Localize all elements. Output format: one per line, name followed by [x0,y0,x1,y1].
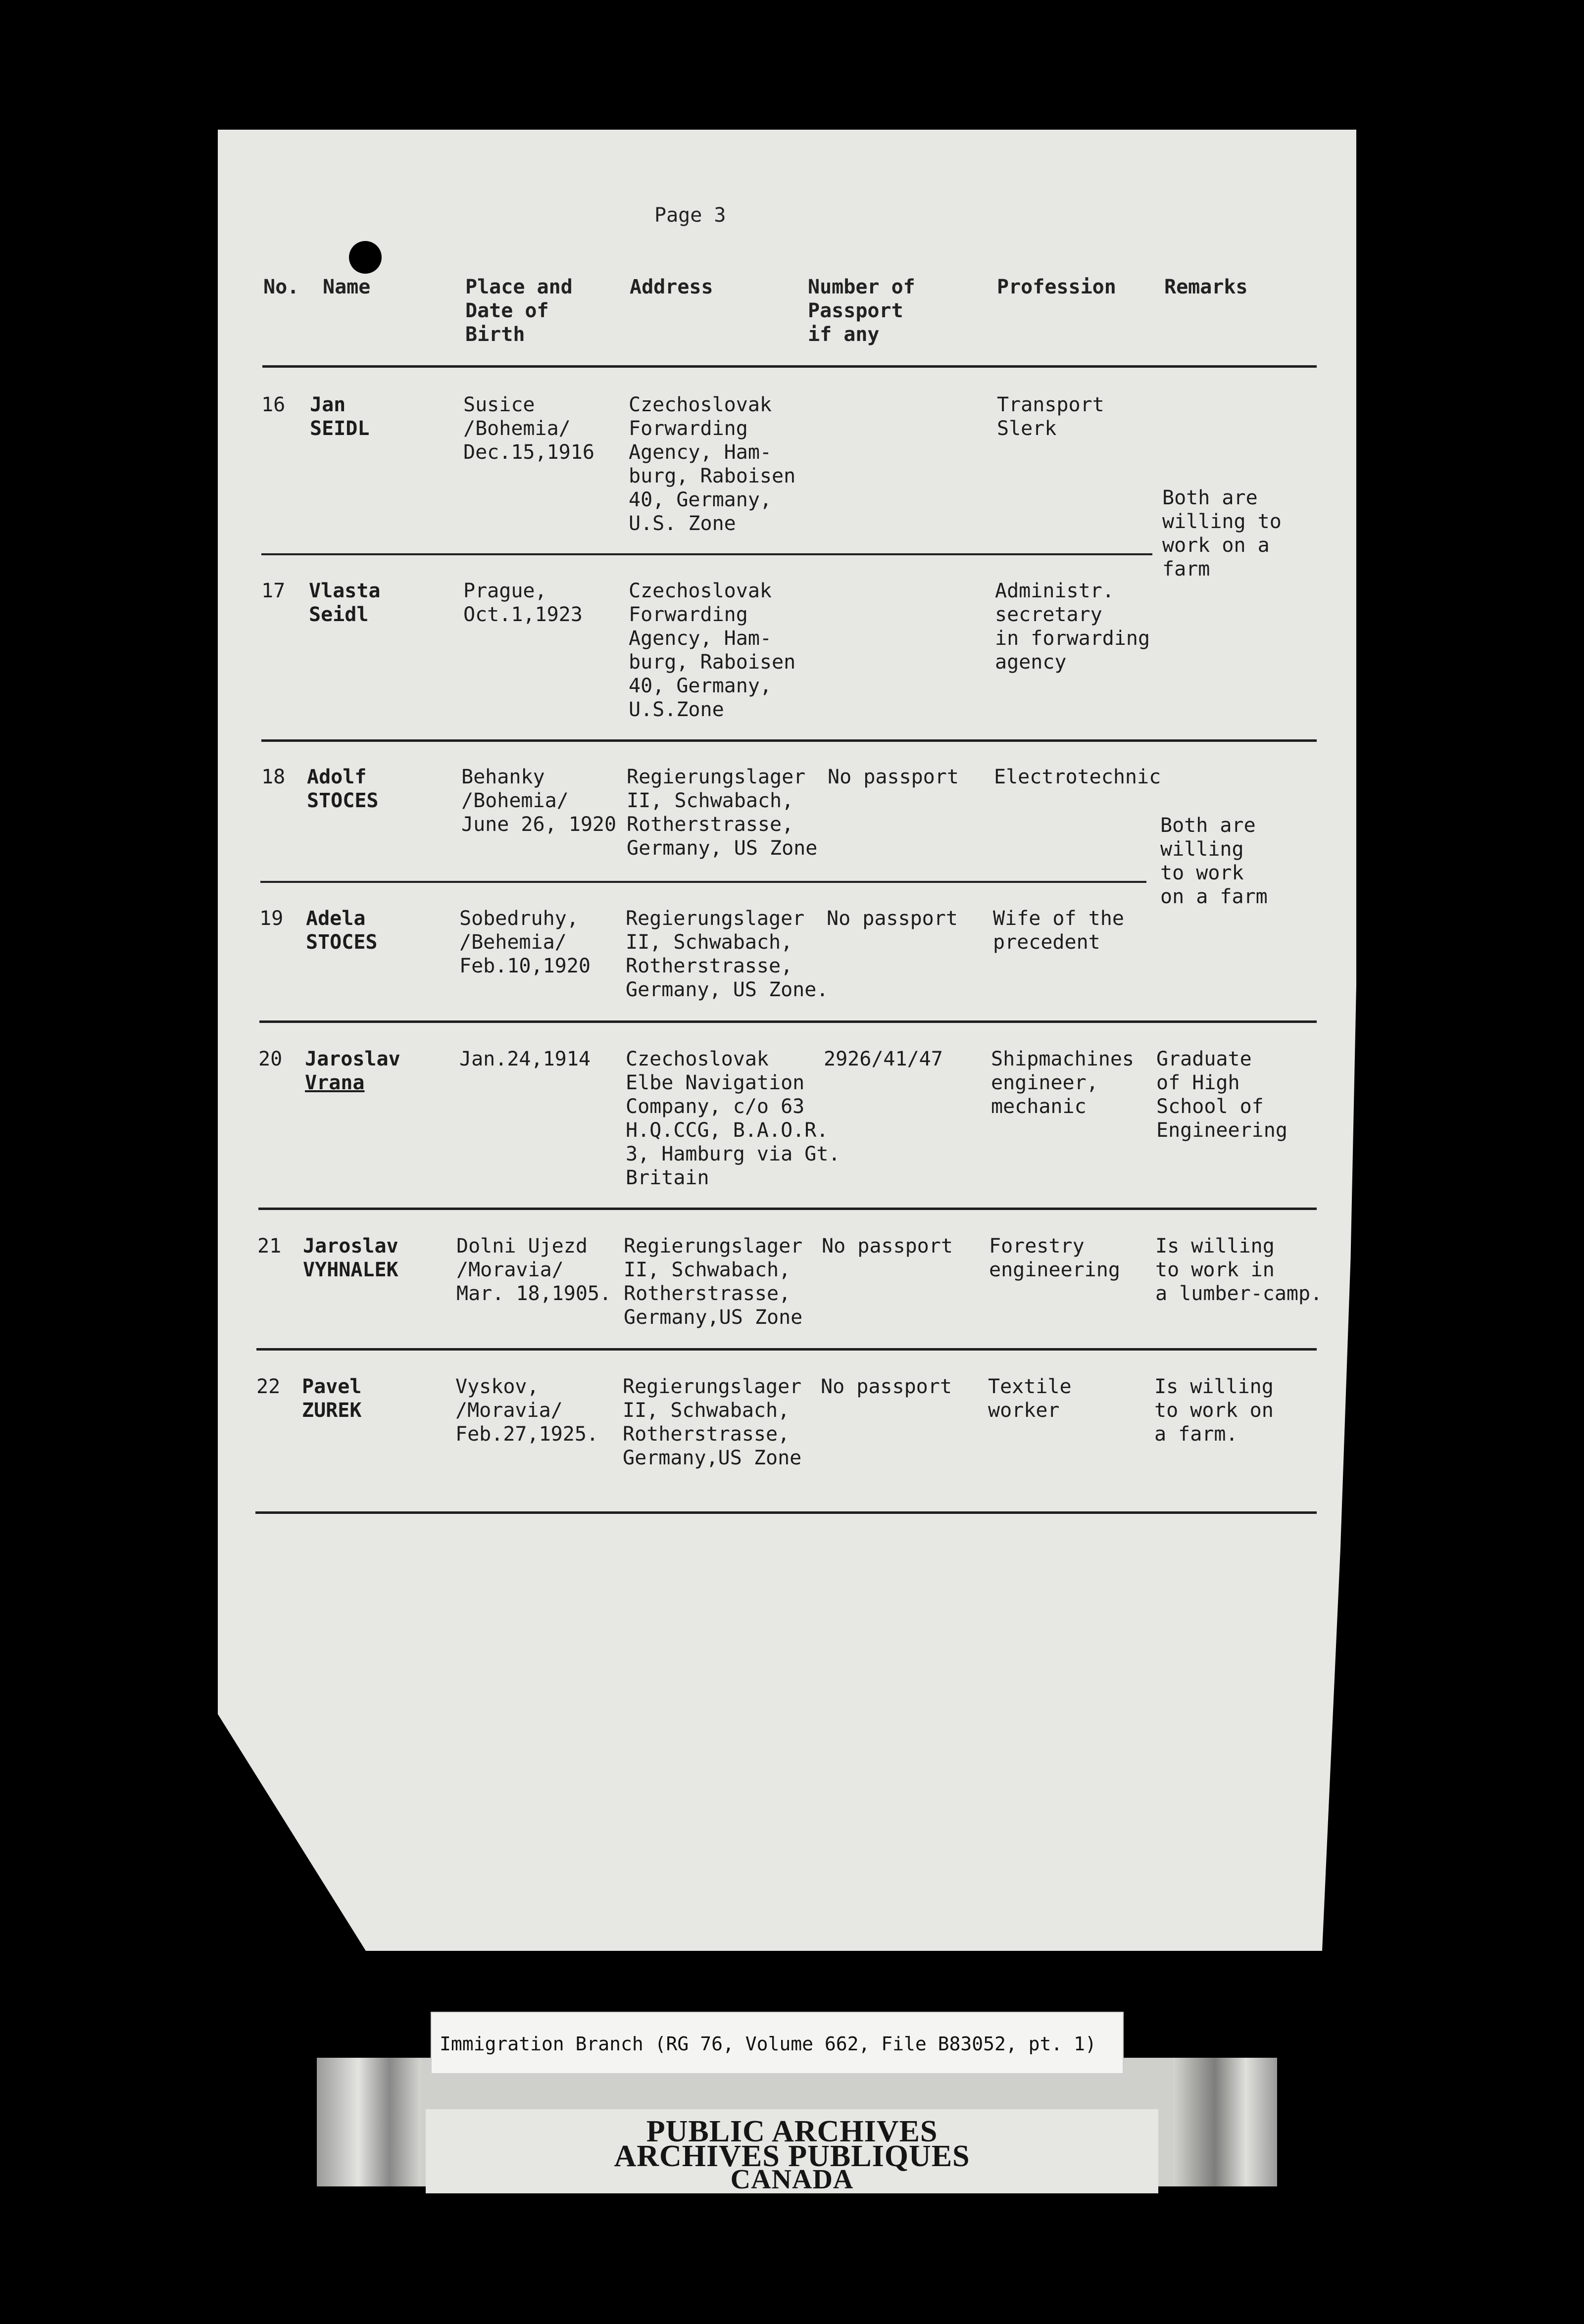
page-number: Page 3 [654,204,726,227]
row-20-profession: Shipmachines engineer, mechanic [991,1048,1134,1118]
row-18-place-date: Behanky /Bohemia/ June 26, 1920 [461,766,617,836]
row-19-name: Adela STOCES [306,907,378,954]
row-21-remarks: Is willing to work in a lumber-camp. [1155,1235,1323,1305]
row-22-no: 22 [256,1375,281,1398]
remarks-seidl: Both are willing to work on a farm [1162,486,1282,581]
row-16-address: Czechoslovak Forwarding Agency, Ham- burg, Raboisen 40, Germany, U.S. Zone [629,393,796,535]
row-20-name-last: Vrana [305,1071,365,1094]
row-21-address: Regierungslager II, Schwabach, Rotherstrasse, Germany,US Zone [624,1235,803,1329]
row-21-rule [256,1348,1317,1351]
row-19-no: 19 [259,907,284,930]
row-18-no: 18 [261,766,286,788]
row-19-passport: No passport [827,907,958,930]
row-17-no: 17 [261,580,286,602]
row-21-name: Jaroslav VYHNALEK [303,1235,398,1281]
row-20-name [305,1047,400,1095]
row-21-passport: No passport [822,1235,953,1258]
remarks-stoces: Both are willing to work on a farm [1160,814,1268,908]
header-place-date: Place and Date of Birth [465,276,573,346]
header-rule [262,365,1317,368]
row-18-address: Regierungslager II, Schwabach, Rotherstrasse, Germany, US Zone [627,766,818,860]
stamp-line-1: PUBLIC ARCHIVES [646,2115,938,2148]
archive-strip-torn-right [1173,2058,1277,2186]
stamp-line-3: CANADA [730,2164,854,2195]
row-22-address: Regierungslager II, Schwabach, Rotherstrasse, Germany,US Zone [623,1375,802,1469]
row-20-rule [258,1208,1317,1210]
row-20-name-first: Jaroslav [305,1048,400,1070]
header-profession: Profession [997,276,1116,298]
header-address: Address [630,276,713,298]
row-22-rule [255,1511,1317,1514]
row-18-profession: Electrotechnic [994,766,1161,788]
row-18-name: Adolf STOCES [307,766,379,812]
row-16-name: Jan SEIDL [310,393,370,440]
archive-strip-torn-left [317,2058,421,2186]
row-19-address: Regierungslager II, Schwabach, Rotherstrasse, Germany, US Zone. [626,907,829,1001]
row-20-remarks: Graduate of High School of Engineering [1156,1048,1287,1142]
row-16-no: 16 [261,393,286,416]
row-22-profession: Textile worker [988,1375,1072,1422]
row-16-place-date: Susice /Bohemia/ Dec.15,1916 [463,393,594,464]
row-17-profession: Administr. secretary in forwarding agency [995,580,1150,674]
header-name: Name [323,276,371,298]
row-21-profession: Forestry engineering [989,1235,1120,1281]
header-remarks: Remarks [1164,276,1248,298]
row-20-address: Czechoslovak Elbe Navigation Company, c/o 63 H.Q.CCG, B.A.O.R. 3, Hamburg via Gt. Britain [626,1048,841,1189]
row-20-no: 20 [258,1048,283,1070]
row-21-no: 21 [257,1235,282,1258]
row-19-place-date: Sobedruhy, /Behemia/ Feb.10,1920 [459,907,591,977]
row-19-rule [259,1020,1317,1023]
row-21-place-date: Dolni Ujezd /Moravia/ Mar. 18,1905. [456,1235,612,1305]
header-passport: Number of Passport if any [808,276,915,346]
row-18-passport: No passport [828,766,959,788]
row-22-remarks: Is willing to work on a farm. [1154,1375,1274,1446]
row-16-rule [261,553,1152,555]
row-22-passport: No passport [821,1375,952,1398]
row-17-place-date: Prague, Oct.1,1923 [463,580,583,626]
row-17-name: Vlasta Seidl [309,580,381,626]
header-no: No. [263,276,299,298]
punch-hole [349,241,382,274]
row-17-address: Czechoslovak Forwarding Agency, Ham- burg, Raboisen 40, Germany, U.S.Zone [629,580,796,721]
row-18-rule [260,881,1146,883]
row-17-rule [261,739,1317,742]
row-20-place-date: Jan.24,1914 [459,1048,591,1070]
row-22-name: Pavel ZUREK [302,1375,362,1422]
row-19-profession: Wife of the precedent [993,907,1124,954]
stamp-line-2: ARCHIVES PUBLIQUES [614,2139,970,2173]
row-20-passport: 2926/41/47 [824,1048,943,1070]
row-22-place-date: Vyskov, /Moravia/ Feb.27,1925. [455,1375,598,1446]
row-16-profession: Transport Slerk [997,393,1104,440]
reference-label: Immigration Branch (RG 76, Volume 662, File B83052, pt. 1) [431,2012,1124,2074]
